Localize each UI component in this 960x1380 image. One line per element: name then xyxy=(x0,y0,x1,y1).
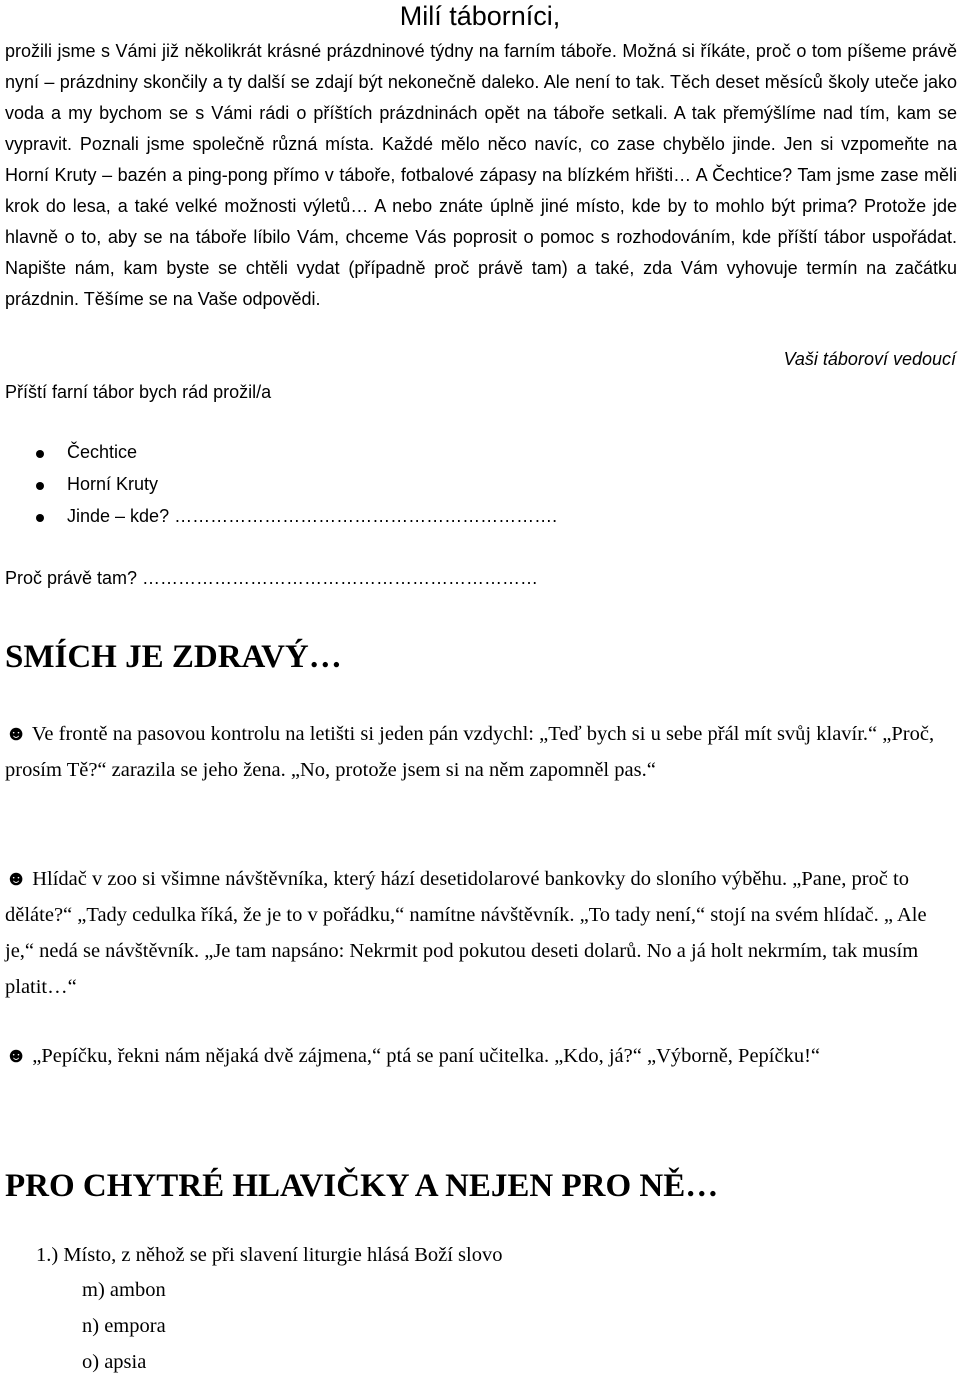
quiz-option: m) ambon xyxy=(82,1279,166,1301)
bullet-icon xyxy=(36,482,44,490)
letter-body: prožili jsme s Vámi již několikrát krásné prázdninové týdny na farním táboře. Možná si říkáte, proč o tom píšeme právě nyní – prázdniny skončily a ty další se zdají být nekonečně daleko. Ale není to tak. Těch deset měsíců školy uteče jako voda a my bychom se s Vámi rádi o příštích prázdninách opět na táboře setkali. A tak přemýšlíme nad tím, kam se vypravit. Poznali jsme společně různá místa. Každé mělo něco navíc, co zase chybělo jinde. Jen si vzpomeňte na Horní Kruty – bazén a ping-pong přímo v táboře, fotbalové zápasy na blízkém hřišti… A Čechtice? Tam jsme zase měli krok do lesa, a také velké možnosti výletů… A nebo znáte úplně jiné místo, kde by to mohlo být prima? Protože jde hlavně o to, aby se na táboře líbilo Vám, chceme Vás poprosit o pomoc s rozhodováním, kde příští tábor uspořádat. Napište nám, kam byste se chtěli vydat (případně proč právě tam) a také, zda Vám vyhovuje termín na začátku prázdnin. Těšíme se na Vaše odpovědi. xyxy=(5,41,957,309)
smiley-icon: ☻ xyxy=(5,721,28,745)
quiz-heading: PRO CHYTRÉ HLAVIČKY A NEJEN PRO NĚ… xyxy=(5,1168,719,1204)
smiley-icon: ☻ xyxy=(5,1043,28,1067)
smiley-icon: ☻ xyxy=(5,866,28,890)
survey-options xyxy=(0,437,557,533)
joke-item: ☻ Hlídač v zoo si všimne návštěvníka, který hází desetidolarové bankovky do sloního výběhu. „Pane, proč to děláte?“ „Tady cedulka říká, že je to v pořádku,“ namítne návštěvník. „To tady není,“ stojí na svém hlídač. „ Ale je,“ nedá se návštěvník. „Je tam napsáno: Nekrmit pod pokutou deseti dolarů. No a já holt nekrmím, tak musím platit…“ xyxy=(5,866,927,998)
letter-title: Milí táborníci, xyxy=(399,1,561,31)
jokes-heading: SMÍCH JE ZDRAVÝ… xyxy=(5,639,342,675)
survey-why: Proč právě tam? ………………………………………………………… xyxy=(5,568,539,588)
quiz-option: n) empora xyxy=(82,1315,166,1337)
bullet-icon xyxy=(36,450,44,458)
survey-prompt: Příští farní tábor bych rád prožil/a xyxy=(5,382,272,402)
survey-option: Jinde – kde? ………………………………………………………. xyxy=(0,501,557,533)
letter-signature: Vaši táboroví vedoucí xyxy=(783,349,956,369)
survey-option: Čechtice xyxy=(0,437,557,469)
joke-item: ☻ „Pepíčku, řekni nám nějaká dvě zájmena,“ ptá se paní učitelka. „Kdo, já?“ „Výborně, Pepíčku!“ xyxy=(5,1043,821,1067)
joke-item: ☻ Ve frontě na pasovou kontrolu na letišti si jeden pán vzdychl: „Teď bych si u sebe přál mít svůj klavír.“ „Proč, prosím Tě?“ zarazila se jeho žena. „No, protože jsem si na něm zapomněl pas.“ xyxy=(5,721,935,781)
bullet-icon xyxy=(36,514,44,522)
quiz-question: 1.) Místo, z něhož se při slavení liturgie hlásá Boží slovo xyxy=(36,1244,503,1266)
quiz-option: o) apsia xyxy=(82,1351,147,1373)
survey-option: Horní Kruty xyxy=(0,469,557,501)
quiz-options xyxy=(82,1272,166,1380)
